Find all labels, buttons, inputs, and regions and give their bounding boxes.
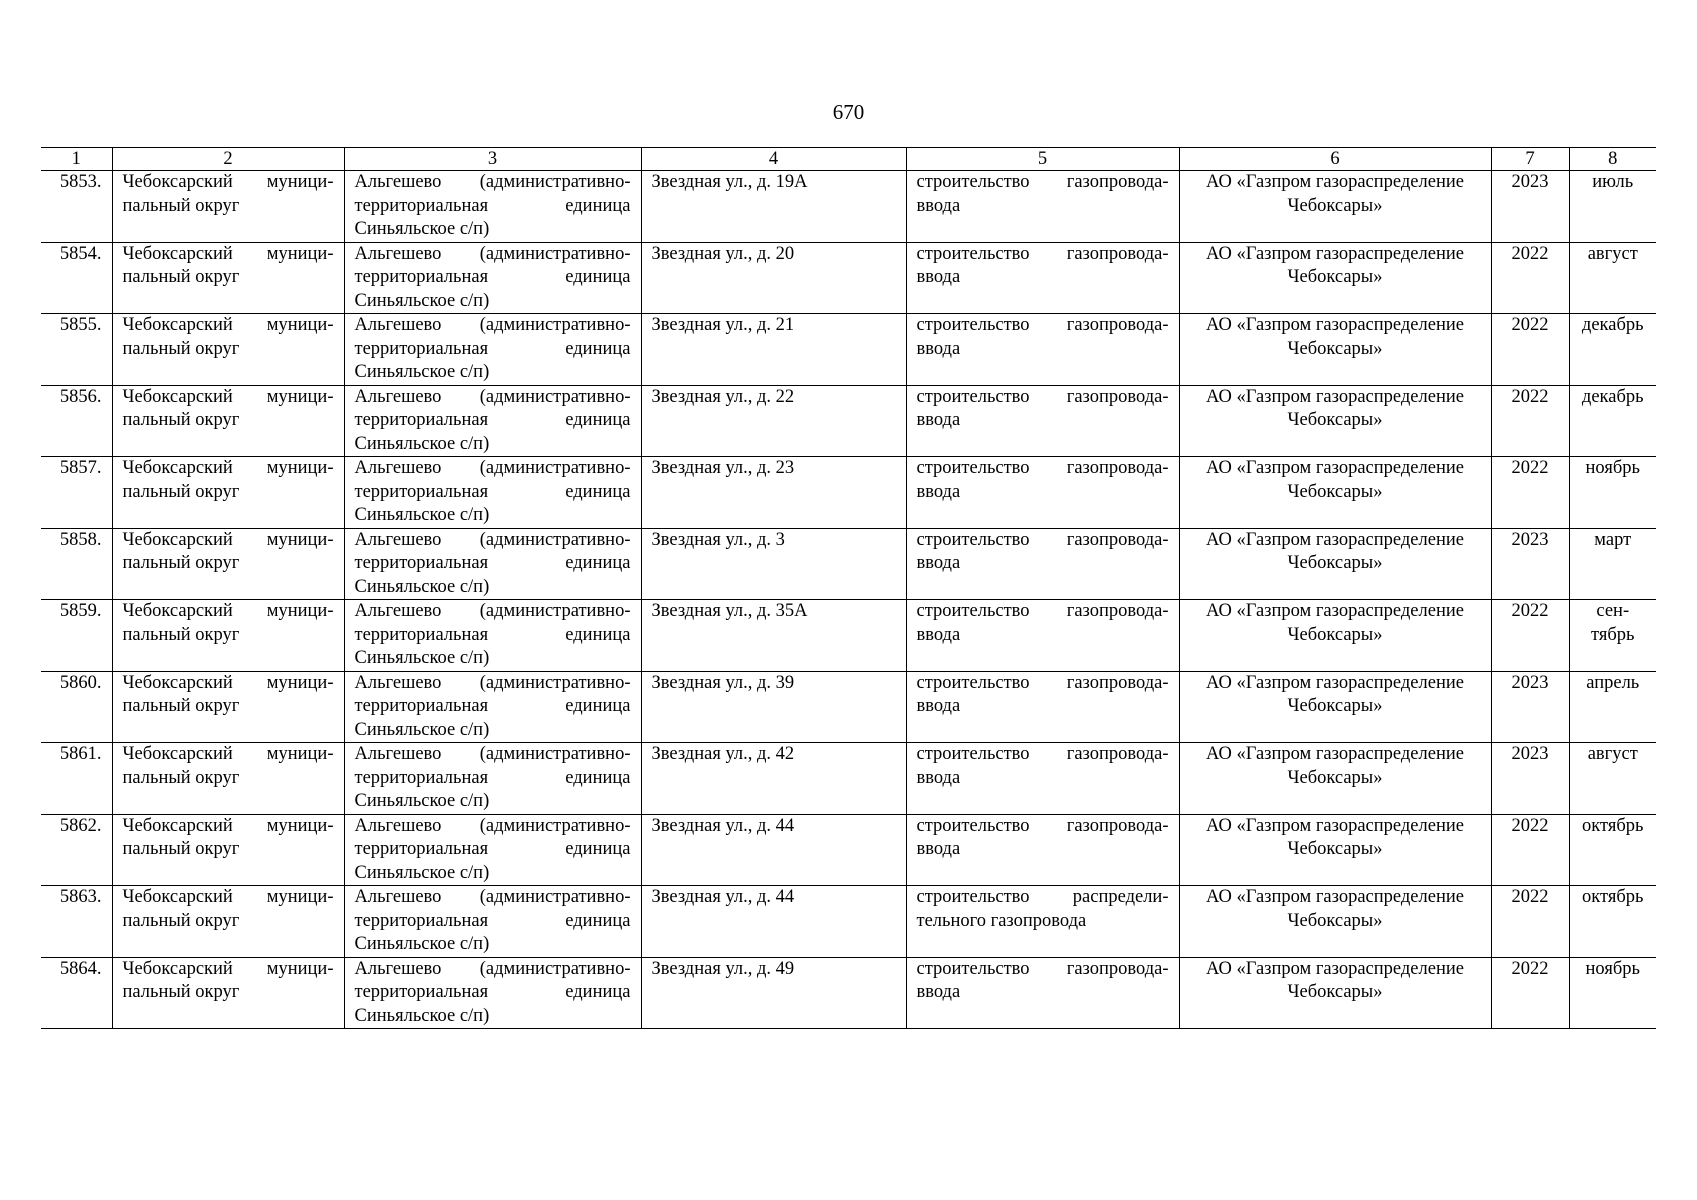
settlement-cell: Альгешево (административно-территориальная единица Синьяльское с/п) — [344, 528, 641, 600]
page-number: 670 — [832, 100, 865, 124]
month-cell: август — [1569, 743, 1656, 815]
address-cell: Звездная ул., д. 22 — [641, 385, 906, 457]
month-cell: ноябрь — [1569, 457, 1656, 529]
row-number-cell: 5862. — [41, 814, 112, 886]
table-row — [41, 886, 1656, 958]
table-row — [41, 171, 1656, 243]
table-row — [41, 457, 1656, 529]
month-cell: июль — [1569, 171, 1656, 243]
organization-cell: АО «Газпром газораспределение Чебоксары» — [1179, 385, 1491, 457]
work-type-cell: строительство газопровода-ввода — [906, 385, 1179, 457]
year-cell: 2023 — [1491, 528, 1569, 600]
column-header: 5 — [906, 148, 1179, 171]
year-cell: 2023 — [1491, 671, 1569, 743]
settlement-cell: Альгешево (административно-территориальная единица Синьяльское с/п) — [344, 314, 641, 386]
row-number-cell: 5859. — [41, 600, 112, 672]
registry-table — [41, 147, 1656, 1029]
work-type-cell: строительство газопровода-ввода — [906, 457, 1179, 529]
district-cell: Чебоксарский муници-пальный округ — [112, 814, 344, 886]
table-row — [41, 528, 1656, 600]
settlement-cell: Альгешево (административно-территориальная единица Синьяльское с/п) — [344, 814, 641, 886]
table-body — [41, 171, 1656, 1029]
address-cell: Звездная ул., д. 35А — [641, 600, 906, 672]
column-header: 6 — [1179, 148, 1491, 171]
row-number-cell: 5861. — [41, 743, 112, 815]
month-cell: сен-тябрь — [1569, 600, 1656, 672]
address-cell: Звездная ул., д. 44 — [641, 814, 906, 886]
row-number-cell: 5858. — [41, 528, 112, 600]
district-cell: Чебоксарский муници-пальный округ — [112, 743, 344, 815]
address-cell: Звездная ул., д. 44 — [641, 886, 906, 958]
work-type-cell: строительство газопровода-ввода — [906, 600, 1179, 672]
table-row — [41, 314, 1656, 386]
district-cell: Чебоксарский муници-пальный округ — [112, 314, 344, 386]
column-header: 4 — [641, 148, 906, 171]
settlement-cell: Альгешево (административно-территориальная единица Синьяльское с/п) — [344, 957, 641, 1029]
table-row — [41, 600, 1656, 672]
district-cell: Чебоксарский муници-пальный округ — [112, 385, 344, 457]
work-type-cell: строительство газопровода-ввода — [906, 242, 1179, 314]
month-cell: октябрь — [1569, 814, 1656, 886]
year-cell: 2022 — [1491, 814, 1569, 886]
district-cell: Чебоксарский муници-пальный округ — [112, 671, 344, 743]
row-number-cell: 5864. — [41, 957, 112, 1029]
settlement-cell: Альгешево (административно-территориальная единица Синьяльское с/п) — [344, 671, 641, 743]
row-number-cell: 5854. — [41, 242, 112, 314]
work-type-cell: строительство газопровода-ввода — [906, 314, 1179, 386]
table-row — [41, 814, 1656, 886]
month-cell: декабрь — [1569, 314, 1656, 386]
year-cell: 2022 — [1491, 600, 1569, 672]
work-type-cell: строительство газопровода-ввода — [906, 171, 1179, 243]
year-cell: 2022 — [1491, 457, 1569, 529]
organization-cell: АО «Газпром газораспределение Чебоксары» — [1179, 528, 1491, 600]
settlement-cell: Альгешево (административно-территориальная единица Синьяльское с/п) — [344, 457, 641, 529]
district-cell: Чебоксарский муници-пальный округ — [112, 528, 344, 600]
address-cell: Звездная ул., д. 42 — [641, 743, 906, 815]
column-header: 8 — [1569, 148, 1656, 171]
column-header: 1 — [41, 148, 112, 171]
district-cell: Чебоксарский муници-пальный округ — [112, 457, 344, 529]
month-cell: август — [1569, 242, 1656, 314]
district-cell: Чебоксарский муници-пальный округ — [112, 242, 344, 314]
address-cell: Звездная ул., д. 21 — [641, 314, 906, 386]
column-header: 3 — [344, 148, 641, 171]
year-cell: 2022 — [1491, 385, 1569, 457]
row-number-cell: 5855. — [41, 314, 112, 386]
table-row — [41, 743, 1656, 815]
year-cell: 2023 — [1491, 171, 1569, 243]
address-cell: Звездная ул., д. 20 — [641, 242, 906, 314]
work-type-cell: строительство газопровода-ввода — [906, 743, 1179, 815]
column-number-row — [41, 148, 1656, 171]
district-cell: Чебоксарский муници-пальный округ — [112, 171, 344, 243]
settlement-cell: Альгешево (административно-территориальная единица Синьяльское с/п) — [344, 385, 641, 457]
address-cell: Звездная ул., д. 19А — [641, 171, 906, 243]
work-type-cell: строительство газопровода-ввода — [906, 528, 1179, 600]
month-cell: март — [1569, 528, 1656, 600]
row-number-cell: 5860. — [41, 671, 112, 743]
organization-cell: АО «Газпром газораспределение Чебоксары» — [1179, 671, 1491, 743]
organization-cell: АО «Газпром газораспределение Чебоксары» — [1179, 242, 1491, 314]
month-cell: декабрь — [1569, 385, 1656, 457]
row-number-cell: 5863. — [41, 886, 112, 958]
year-cell: 2022 — [1491, 242, 1569, 314]
address-cell: Звездная ул., д. 49 — [641, 957, 906, 1029]
row-number-cell: 5856. — [41, 385, 112, 457]
settlement-cell: Альгешево (административно-территориальная единица Синьяльское с/п) — [344, 600, 641, 672]
work-type-cell: строительство газопровода-ввода — [906, 814, 1179, 886]
address-cell: Звездная ул., д. 3 — [641, 528, 906, 600]
table-row — [41, 242, 1656, 314]
work-type-cell: строительство распредели-тельного газопровода — [906, 886, 1179, 958]
work-type-cell: строительство газопровода-ввода — [906, 671, 1179, 743]
organization-cell: АО «Газпром газораспределение Чебоксары» — [1179, 171, 1491, 243]
table-row — [41, 957, 1656, 1029]
organization-cell: АО «Газпром газораспределение Чебоксары» — [1179, 814, 1491, 886]
settlement-cell: Альгешево (административно-территориальная единица Синьяльское с/п) — [344, 743, 641, 815]
row-number-cell: 5853. — [41, 171, 112, 243]
row-number-cell: 5857. — [41, 457, 112, 529]
month-cell: октябрь — [1569, 886, 1656, 958]
month-cell: апрель — [1569, 671, 1656, 743]
organization-cell: АО «Газпром газораспределение Чебоксары» — [1179, 957, 1491, 1029]
year-cell: 2022 — [1491, 314, 1569, 386]
year-cell: 2022 — [1491, 886, 1569, 958]
year-cell: 2023 — [1491, 743, 1569, 815]
organization-cell: АО «Газпром газораспределение Чебоксары» — [1179, 886, 1491, 958]
column-header: 2 — [112, 148, 344, 171]
settlement-cell: Альгешево (административно-территориальная единица Синьяльское с/п) — [344, 242, 641, 314]
year-cell: 2022 — [1491, 957, 1569, 1029]
address-cell: Звездная ул., д. 39 — [641, 671, 906, 743]
table-row — [41, 385, 1656, 457]
organization-cell: АО «Газпром газораспределение Чебоксары» — [1179, 457, 1491, 529]
district-cell: Чебоксарский муници-пальный округ — [112, 886, 344, 958]
table-row — [41, 671, 1656, 743]
work-type-cell: строительство газопровода-ввода — [906, 957, 1179, 1029]
column-header: 7 — [1491, 148, 1569, 171]
organization-cell: АО «Газпром газораспределение Чебоксары» — [1179, 314, 1491, 386]
month-cell: ноябрь — [1569, 957, 1656, 1029]
settlement-cell: Альгешево (административно-территориальная единица Синьяльское с/п) — [344, 171, 641, 243]
organization-cell: АО «Газпром газораспределение Чебоксары» — [1179, 743, 1491, 815]
organization-cell: АО «Газпром газораспределение Чебоксары» — [1179, 600, 1491, 672]
address-cell: Звездная ул., д. 23 — [641, 457, 906, 529]
settlement-cell: Альгешево (административно-территориальная единица Синьяльское с/п) — [344, 886, 641, 958]
district-cell: Чебоксарский муници-пальный округ — [112, 600, 344, 672]
district-cell: Чебоксарский муници-пальный округ — [112, 957, 344, 1029]
